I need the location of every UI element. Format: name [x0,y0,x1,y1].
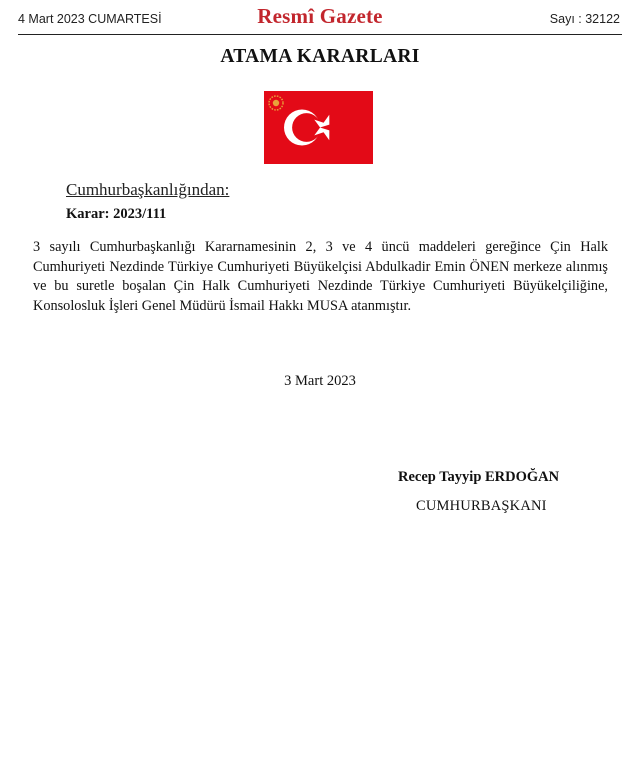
section-title: ATAMA KARARLARI [220,46,420,67]
issuing-authority: Cumhurbaşkanlığından: [66,180,230,199]
gazette-title: Resmî Gazete [257,4,383,28]
turkish-flag-icon [264,91,373,164]
issue-number: Sayı : 32122 [549,12,620,26]
publication-date: 4 Mart 2023 CUMARTESİ [18,12,162,26]
signer-name: Recep Tayyip ERDOĞAN [398,469,560,485]
decision-number: Karar: 2023/111 [66,206,167,222]
decision-text: 3 sayılı Cumhurbaşkanlığı Kararnamesinin 2, 3 ve 4 üncü maddeleri gereğince Çin Halk Cumhuriyeti Nezdinde Türkiye Cumhuriyeti Büyükelçisi Abdulkadir Emin ÖNEN merkeze alınmış ve bu suretle boşalan Çin Halk Cumhuriyeti Nezdinde Türkiye Cumhuriyeti Büyükelçiliğine, Konsolosluk İşleri Genel Müdürü İsmail Hakkı MUSA atanmıştır. [33,239,608,314]
decision-date: 3 Mart 2023 [284,373,356,389]
signer-title: CUMHURBAŞKANI [416,498,547,514]
gazette-header [18,4,622,35]
